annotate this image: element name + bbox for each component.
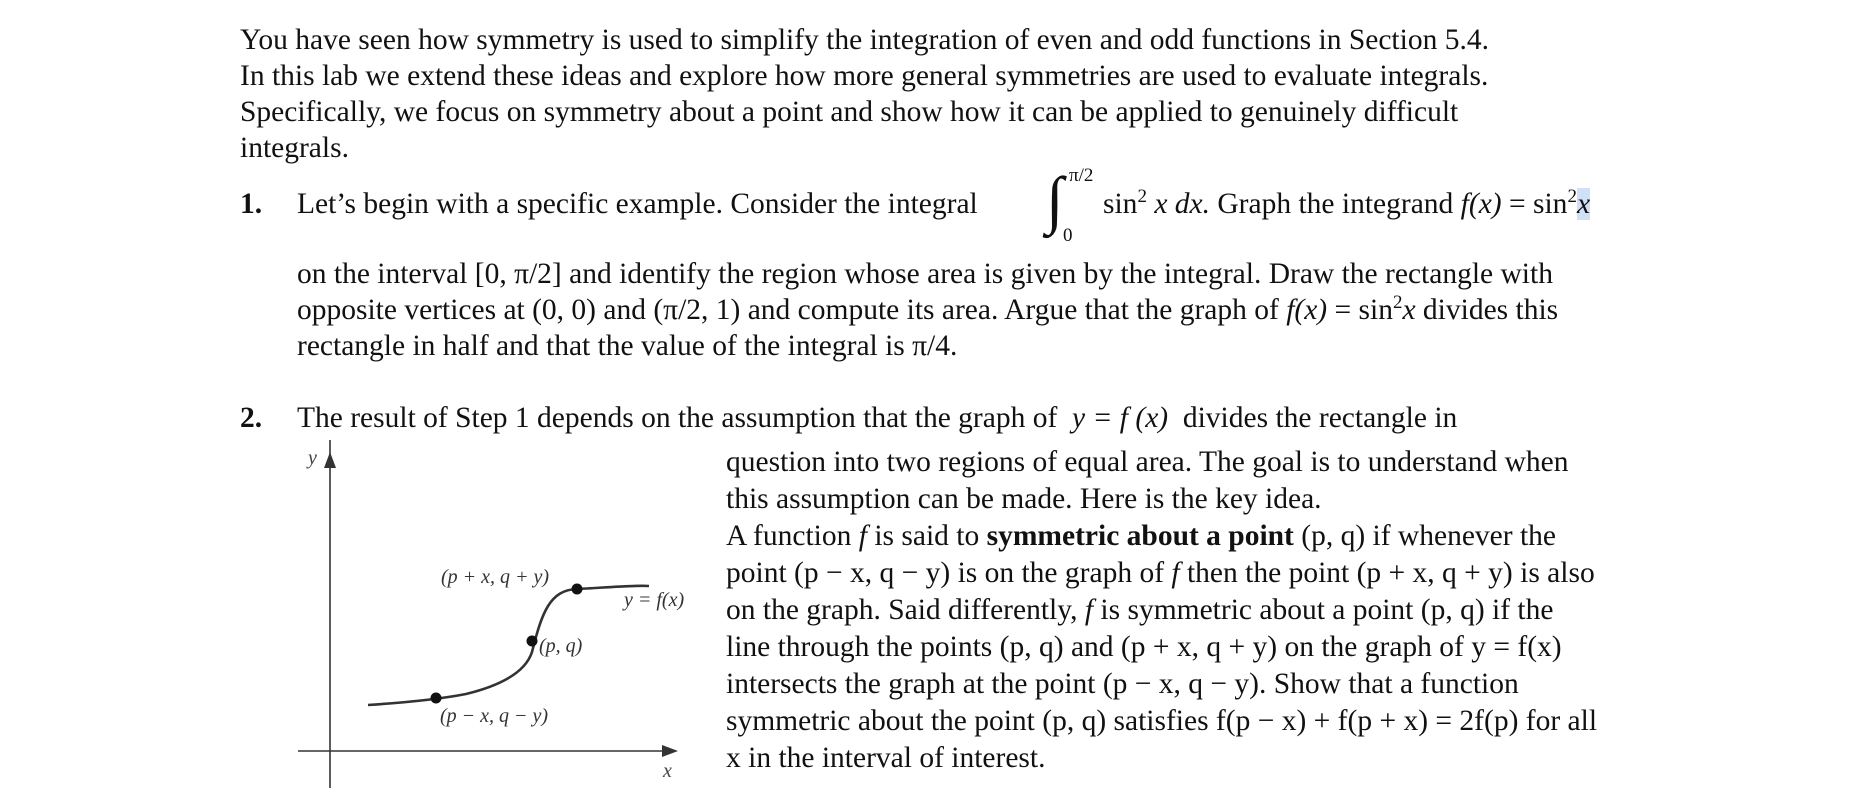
mid-point-label: (p, q)	[539, 635, 583, 657]
step-2-line-6-f: f	[1084, 594, 1094, 626]
step-2-line-5-b: then the point (p + x, q + y) is also	[1186, 557, 1595, 589]
highlighted-x: x	[1576, 188, 1591, 220]
step-1-line-3	[297, 292, 1558, 328]
step-2-line-1-equation: y = f (x)	[1072, 402, 1169, 434]
step-1-line-3-b: = sin	[1334, 294, 1393, 326]
step-1-number: 1.	[240, 188, 263, 220]
intro-line-3: Specifically, we focus on symmetry about a point and show how it can be applied to genuinely difficult	[240, 96, 1459, 128]
step-2-line-4-c: (p, q) if whenever the	[1301, 520, 1557, 552]
step-2-line-1-a: The result of Step 1 depends on the assumption that the graph of	[297, 402, 1058, 434]
step-1-line-3-square: 2	[1392, 292, 1403, 313]
step-2-line-5	[726, 555, 1595, 591]
step-2-definition-bold: symmetric about a point	[986, 520, 1294, 552]
step-2-line-5-a: point (p − x, q − y) is on the graph of	[726, 557, 1165, 589]
top-point-label: (p + x, q + y)	[441, 566, 550, 588]
step-1-line-3-c: divides this	[1422, 294, 1559, 326]
integrand-expression	[1103, 186, 1590, 222]
function-fx: f(x)	[1460, 188, 1502, 220]
point-mid	[527, 636, 538, 647]
step-2-line-3: this assumption can be made. Here is the key idea.	[726, 483, 1322, 515]
integral-lower-limit: 0	[1063, 225, 1073, 246]
step-2-line-7: line through the points (p, q) and (p + x, q + y) on the graph of y = f(x)	[726, 631, 1562, 663]
curve-label: y = f(x)	[624, 589, 685, 611]
step-2-line-4-a: A function	[726, 520, 852, 552]
intro-line-4: integrals.	[240, 132, 349, 164]
function-curve	[368, 586, 649, 705]
symmetry-figure	[280, 440, 700, 800]
step-2-line-1	[297, 400, 1457, 436]
low-point-label: (p − x, q − y)	[440, 705, 549, 727]
step-2-line-9: symmetric about the point (p, q) satisfies f(p − x) + f(p + x) = 2f(p) for all	[726, 705, 1598, 737]
step-2-line-1-b: divides the rectangle in	[1182, 402, 1458, 434]
step-2-line-10: x in the interval of interest.	[726, 742, 1046, 774]
function-equals: = sin	[1508, 188, 1568, 220]
y-axis-label: y	[308, 447, 317, 469]
intro-line-1: You have seen how symmetry is used to simplify the integration of even and odd functions in Section 5.4.	[240, 24, 1489, 56]
step-1-line-2: on the interval [0, π/2] and identify the region whose area is given by the integral. Draw the rectangle with	[297, 258, 1553, 290]
step-2-line-6-b: is symmetric about a point (p, q) if the	[1100, 594, 1554, 626]
step-2-line-2: question into two regions of equal area. The goal is to understand when	[726, 446, 1569, 478]
step-1-line-3-a: opposite vertices at (0, 0) and (π/2, 1) and compute its area. Argue that the graph of	[297, 294, 1279, 326]
step-2-line-4	[726, 518, 1556, 554]
function-square: 2	[1567, 186, 1577, 207]
integrand-dx: dx.	[1174, 188, 1210, 220]
step-2-line-5-f: f	[1171, 557, 1180, 589]
intro-line-2: In this lab we extend these ideas and explore how more general symmetries are used to evaluate integrals.	[240, 60, 1489, 92]
integrand-function: sin	[1103, 188, 1138, 220]
step-2-line-4-b: is said to	[874, 520, 980, 552]
step-1-text-a: Let’s begin with a specific example. Consider the integral	[297, 188, 978, 220]
x-axis-arrow	[662, 745, 678, 757]
step-2-number: 2.	[240, 402, 263, 434]
x-axis-label: x	[663, 760, 672, 782]
integral-sign: ∫	[1046, 164, 1064, 235]
step-2-line-8: intersects the graph at the point (p − x, q − y). Show that a function	[726, 668, 1519, 700]
integrand-exponent: 2	[1137, 186, 1147, 207]
step-1-text-b: Graph the integrand	[1217, 188, 1454, 220]
integral-upper-limit: π/2	[1069, 165, 1094, 186]
y-axis-arrow	[324, 452, 336, 468]
step-1-line-3-fx: f(x)	[1286, 294, 1328, 326]
step-2-line-6	[726, 592, 1553, 628]
point-top	[572, 584, 583, 595]
point-low	[431, 693, 442, 704]
step-1-line-4: rectangle in half and that the value of the integral is π/4.	[297, 330, 958, 362]
step-1-line-3-x: x	[1402, 294, 1416, 326]
step-2-line-4-f: f	[858, 520, 867, 552]
integrand-variable: x	[1154, 188, 1168, 220]
step-2-line-6-a: on the graph. Said differently,	[726, 594, 1078, 626]
